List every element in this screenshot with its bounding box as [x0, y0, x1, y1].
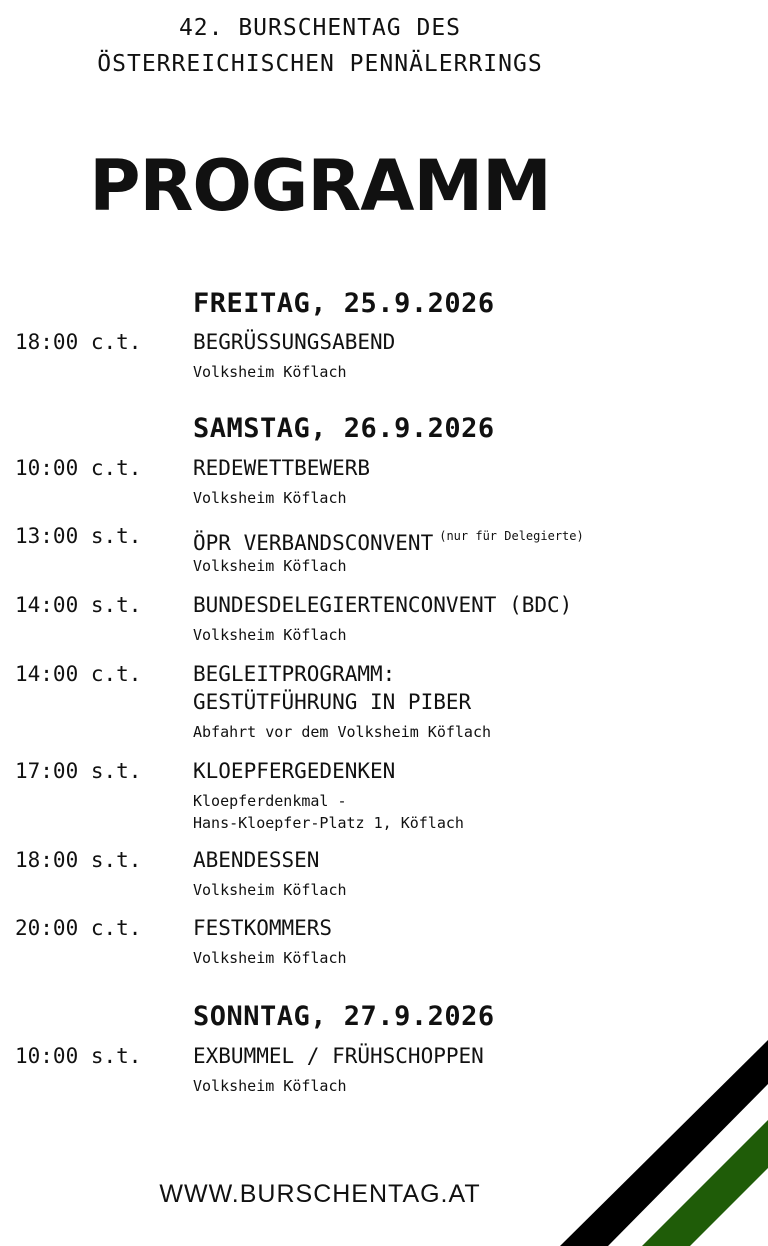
event-title: REDEWETTBEWERB — [193, 456, 371, 480]
event-location: Volksheim Köflach — [193, 1077, 347, 1095]
event-time: 10:00 s.t. — [15, 1044, 142, 1068]
black-stripe — [560, 1040, 768, 1246]
event-title: BUNDESDELEGIERTENCONVENT (BDC) — [193, 593, 573, 617]
event-title-text: ÖPR VERBANDSCONVENT — [193, 531, 434, 555]
event-title: KLOEPFERGEDENKEN — [193, 759, 396, 783]
event-note: (nur für Delegierte) — [439, 529, 584, 543]
event-location: Abfahrt vor dem Volksheim Köflach — [193, 723, 492, 741]
event-time: 17:00 s.t. — [15, 759, 142, 783]
website-link[interactable]: WWW.BURSCHENTAG.AT — [159, 1180, 481, 1208]
event-location: Volksheim Köflach — [193, 626, 347, 644]
event-location-line-1: Kloepferdenkmal - — [193, 792, 347, 810]
event-title-line-2: GESTÜTFÜHRUNG IN PIBER — [193, 690, 472, 714]
event-title-line-1: BEGLEITPROGRAMM: — [193, 662, 396, 686]
event-title: BEGRÜSSUNGSABEND — [193, 330, 396, 354]
event-time: 20:00 c.t. — [15, 916, 142, 940]
header-line-2: ÖSTERREICHISCHEN PENNÄLERRINGS — [97, 51, 543, 77]
day-heading-friday: FREITAG, 25.9.2026 — [193, 288, 495, 319]
header-line-1: 42. BURSCHENTAG DES — [178, 15, 462, 41]
event-location: Volksheim Köflach — [193, 363, 347, 381]
event-title: EXBUMMEL / FRÜHSCHOPPEN — [193, 1044, 484, 1068]
event-location: Volksheim Köflach — [193, 489, 347, 507]
day-heading-saturday: SAMSTAG, 26.9.2026 — [193, 413, 495, 444]
event-time: 14:00 c.t. — [15, 662, 142, 686]
event-time: 13:00 s.t. — [15, 524, 142, 548]
page-title: PROGRAMM — [89, 145, 551, 227]
event-location-line-2: Hans-Kloepfer-Platz 1, Köflach — [193, 814, 464, 832]
event-location: Volksheim Köflach — [193, 881, 347, 899]
day-heading-sunday: SONNTAG, 27.9.2026 — [193, 1001, 495, 1032]
event-title: ABENDESSEN — [193, 848, 320, 872]
event-time: 14:00 s.t. — [15, 593, 142, 617]
event-title: FESTKOMMERS — [193, 916, 333, 940]
event-time: 10:00 c.t. — [15, 456, 142, 480]
event-location: Volksheim Köflach — [193, 949, 347, 967]
event-location: Volksheim Köflach — [193, 557, 347, 575]
event-time: 18:00 c.t. — [15, 330, 142, 354]
event-time: 18:00 s.t. — [15, 848, 142, 872]
